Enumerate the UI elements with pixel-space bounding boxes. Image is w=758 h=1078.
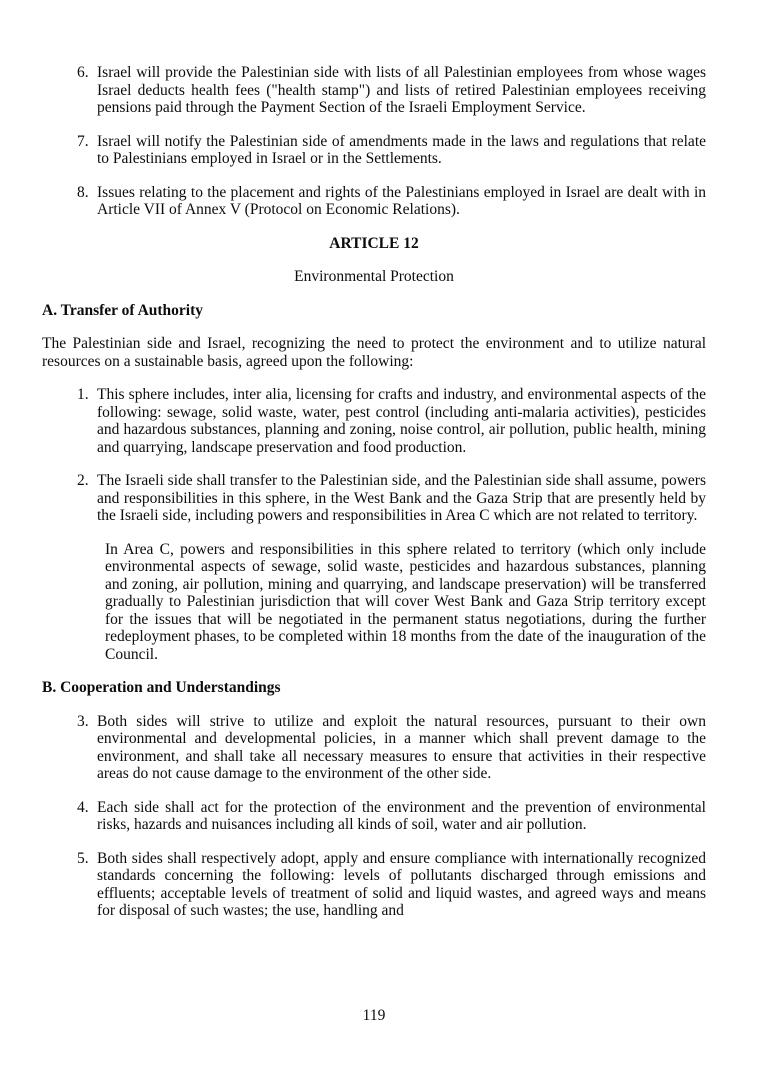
item-number: 7. (77, 132, 89, 150)
section-a-intro: The Palestinian side and Israel, recognizing the need to protect the environment and to utilize natural resources on a sustainable basis, agreed upon the following: (42, 335, 706, 370)
item-text: Both sides shall respectively adopt, apply and ensure compliance with internationally recognized standards concerning the following: levels of pollutants discharged through emissions and effluents; acceptable levels of treatment of solid and liquid wastes, and agreed ways and means for disposal of such wastes; the use, handling and (97, 849, 706, 919)
numbered-item-2 (77, 472, 706, 663)
numbered-item-5 (77, 850, 706, 920)
item-number: 8. (77, 183, 89, 201)
item-text: Each side shall act for the protection of the environment and the prevention of environmental risks, hazards and nuisances including all kinds of soil, water and air pollution. (97, 798, 706, 833)
numbered-item-8 (77, 184, 706, 219)
item-number: 5. (77, 849, 89, 867)
page-number: 119 (362, 1006, 386, 1024)
article-subheading: Environmental Protection (294, 268, 454, 285)
item-number: 1. (77, 386, 89, 403)
article-heading: ARTICLE 12 (329, 234, 419, 252)
numbered-item-7 (77, 133, 706, 168)
item-text: Issues relating to the placement and rights of the Palestinians employed in Israel are dealt with in Article VII of Annex V (Protocol on Economic Relations). (97, 183, 706, 218)
section-b-heading: B. Cooperation and Understandings (42, 679, 281, 696)
numbered-item-3 (77, 713, 706, 783)
item-continuation-text: In Area C, powers and responsibilities in this sphere related to territory (which only include environmental aspects of sewage, solid waste, pesticides and hazardous substances, planning and zoning, air pollution, mining and quarrying, and landscape preservation) will be transferred gradually to Palestinian jurisdiction that will cover West Bank and Gaza Strip territory except for the issues that will be negotiated in the permanent status negotiations, during the further redeployment phases, to be completed within 18 months from the date of the inauguration of the Council. (105, 540, 706, 663)
item-text: Israel will notify the Palestinian side of amendments made in the laws and regulations that relate to Palestinians employed in Israel or in the Settlements. (97, 132, 706, 167)
item-number: 4. (77, 798, 89, 816)
numbered-item-1 (77, 386, 706, 456)
item-text: Israel will provide the Palestinian side with lists of all Palestinian employees from whose wages Israel deducts health fees ("health stamp") and lists of retired Palestinian employees receiving pensions paid through the Payment Section of the Israeli Employment Service. (97, 64, 706, 116)
item-text: Both sides will strive to utilize and exploit the natural resources, pursuant to their own environmental and developmental policies, in a manner which shall prevent damage to the environment, and shall take all necessary measures to ensure that activities in their respective areas do not cause damage to the environment of the other side. (97, 712, 706, 782)
page-footer (42, 1007, 706, 1025)
numbered-item-4 (77, 799, 706, 834)
item-number: 6. (77, 64, 89, 81)
numbered-item-6 (77, 64, 706, 117)
section-a-heading: A. Transfer of Authority (42, 301, 204, 319)
item-text: The Israeli side shall transfer to the Palestinian side, and the Palestinian side shall assume, powers and responsibilities in this sphere, in the West Bank and the Gaza Strip that are presently held by the Israeli side, including powers and responsibilities in Area C which are not related to territory. (97, 472, 706, 524)
item-number: 3. (77, 712, 89, 730)
item-text: This sphere includes, inter alia, licensing for crafts and industry, and environmental aspects of the following: sewage, solid waste, water, pest control (including anti-malaria activities), pesticides and hazardous substances, planning and zoning, noise control, air pollution, public health, mining and quarrying, landscape preservation and food production. (97, 386, 706, 456)
item-number: 2. (77, 472, 89, 489)
